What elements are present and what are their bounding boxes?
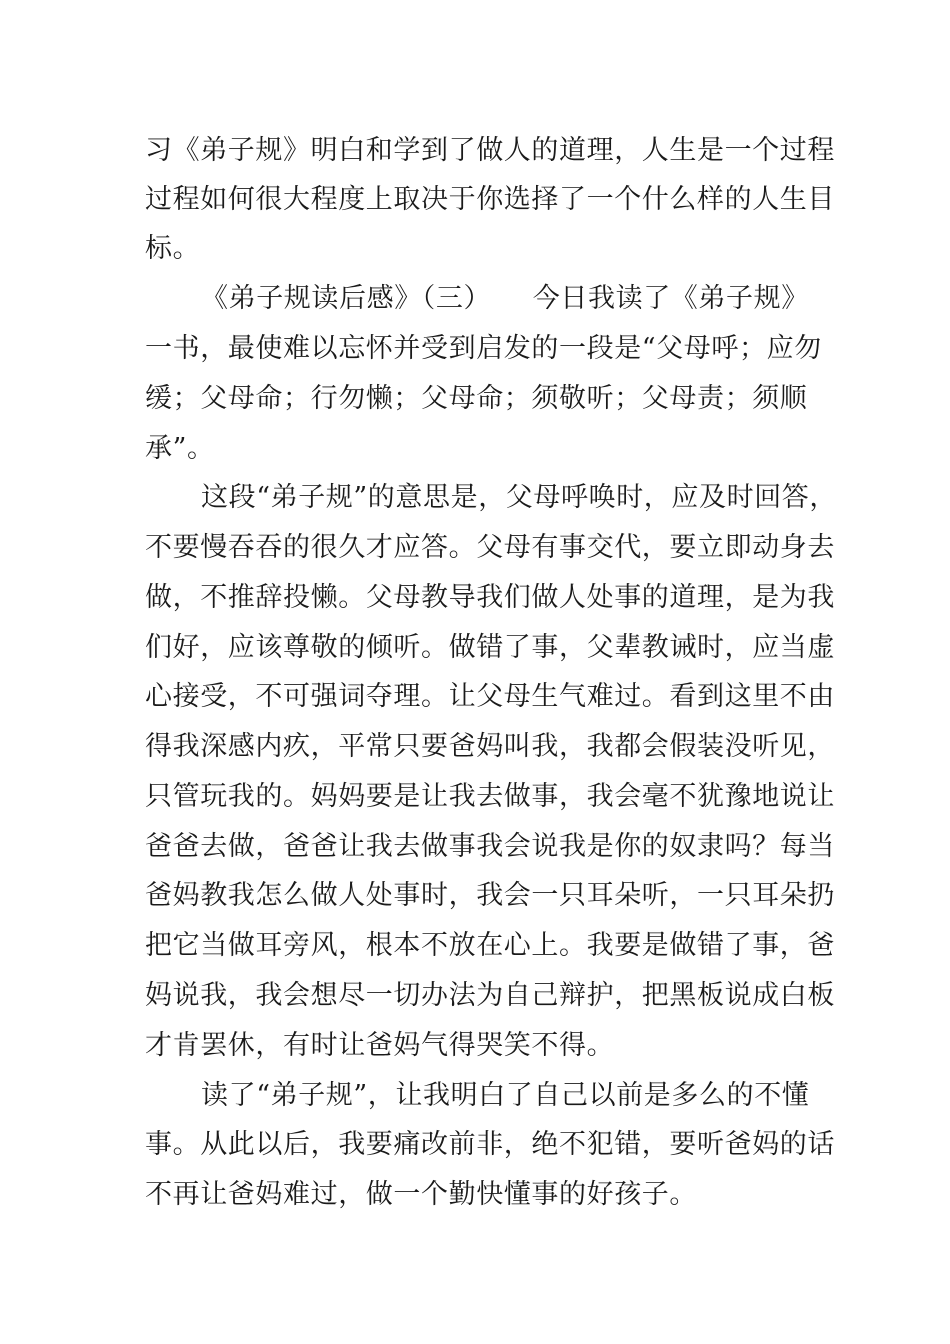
text-line: 才肯罢休，有时让爸妈气得哭笑不得。 (145, 1030, 615, 1061)
text-line: 缓；父母命；行勿懒；父母命；须敬听；父母责；须顺 (145, 383, 808, 414)
text-line: 把它当做耳旁风，根本不放在心上。我要是做错了事，爸 (145, 930, 835, 961)
text-line: 过程如何很大程度上取决于你选择了一个什么样的人生目 (145, 184, 835, 215)
text-line: 妈说我，我会想尽一切办法为自己辩护，把黑板说成白板 (145, 980, 835, 1011)
text-line: 不再让爸妈难过，做一个勤快懂事的好孩子。 (145, 1179, 697, 1210)
text-line: 做，不推辞投懒。父母教导我们做人处事的道理，是为我 (145, 582, 835, 613)
text-line: 不要慢吞吞的很久才应答。父母有事交代，要立即动身去 (145, 532, 835, 563)
text-line: 《弟子规读后感》（三） 今日我读了《弟子规》 (201, 283, 809, 314)
text-line: 爸妈教我怎么做人处事时，我会一只耳朵听，一只耳朵扔 (145, 880, 835, 911)
text-line: 们好，应该尊敬的倾听。做错了事，父辈教诫时，应当虚 (145, 632, 835, 663)
text-line: 读了“弟子规”，让我明白了自己以前是多么的不懂 (201, 1080, 810, 1111)
text-line: 一书，最使难以忘怀并受到启发的一段是“父母呼；应勿 (145, 333, 822, 364)
text-line: 爸爸去做，爸爸让我去做事我会说我是你的奴隶吗？每当 (145, 831, 835, 862)
text-line: 只管玩我的。妈妈要是让我去做事，我会毫不犹豫地说让 (145, 781, 835, 812)
text-line: 得我深感内疚，平常只要爸妈叫我，我都会假装没听见， (145, 731, 835, 762)
text-line: 心接受，不可强词夺理。让父母生气难过。看到这里不由 (145, 681, 835, 712)
text-line: 标。 (145, 233, 201, 264)
text-line: 这段“弟子规”的意思是，父母呼唤时，应及时回答， (201, 482, 838, 513)
text-line: 事。从此以后，我要痛改前非，绝不犯错，要听爸妈的话 (145, 1129, 835, 1160)
text-line: 习《弟子规》明白和学到了做人的道理，人生是一个过程 (145, 135, 835, 166)
text-line: 承”。 (145, 433, 215, 464)
